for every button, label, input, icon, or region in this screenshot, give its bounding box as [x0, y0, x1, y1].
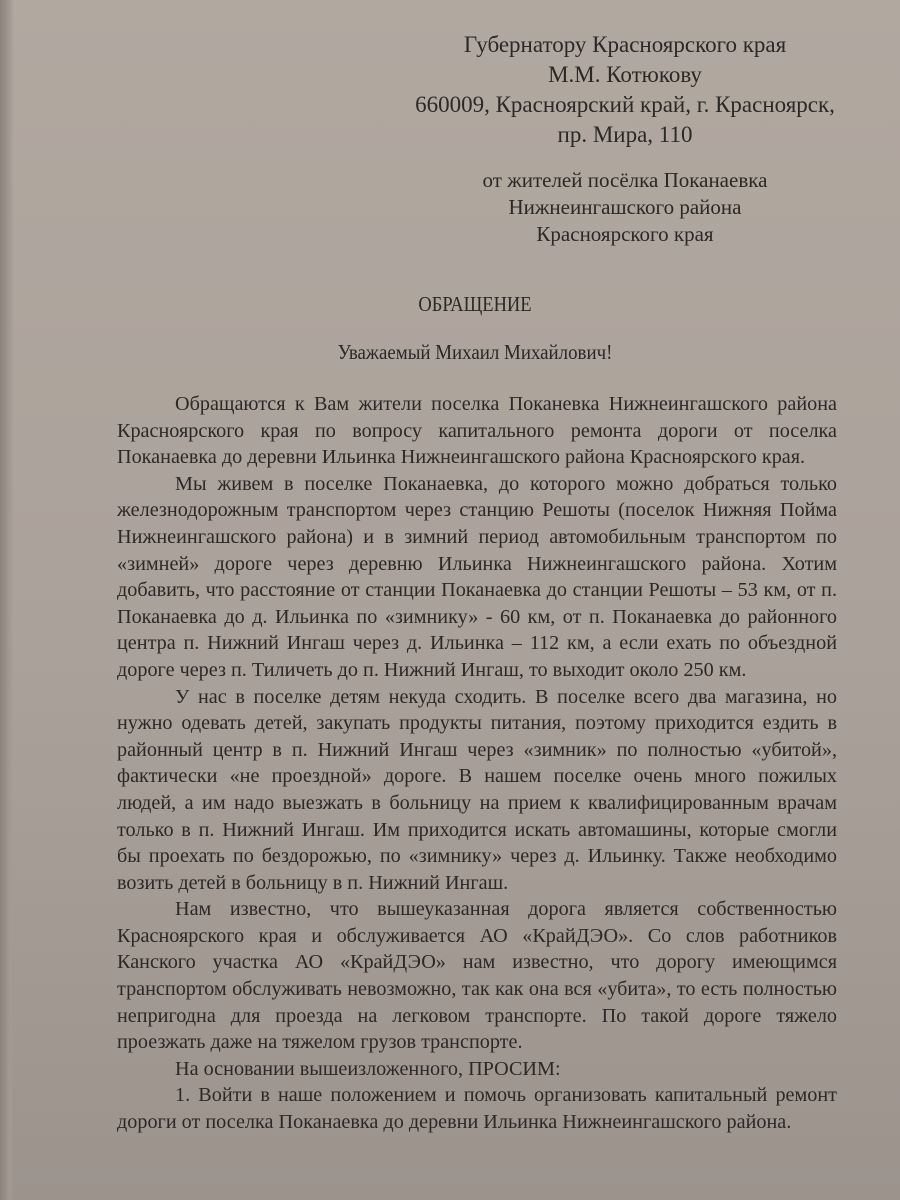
sender-block	[400, 167, 850, 248]
paragraph: Мы живем в поселке Поканаевка, до которого можно добраться только железнодорожным транспортом через станцию Решоты (поселок Нижняя Пойма Нижнеингашского района) и в зимний период автомобильным транспортом по «зимней» дороге через деревню Ильинка Нижнеингашского района. Хотим добавить, что расстояние от станции Поканаевка до станции Решоты – 53 км, от п. Поканаевка до д. Ильинка по «зимнику» - 60 км, от п. Поканаевка до районного центра п. Нижний Ингаш через д. Ильинка – 112 км, а если ехать по объездной дороге через п. Тиличеть до п. Нижний Ингаш, то выходит около 250 км.	[117, 472, 837, 681]
paragraph: Обращаются к Вам жители поселка Поканевка Нижнеингашского района Красноярского края по вопросу капитального ремонта дороги от поселка Поканаевка до деревни Ильинка Нижнеингашского района Красноярского края.	[117, 393, 837, 469]
salutation: Уважаемый Михаил Михайлович!	[337, 340, 613, 364]
addressee-line: Губернатору Красноярского края	[463, 32, 787, 57]
document-title: ОБРАЩЕНИЕ	[418, 292, 532, 316]
letter-body	[117, 391, 837, 1136]
paragraph: Нам известно, что вышеуказанная дорога является собственностью Красноярского края и обслуживается АО «КрайДЭО». Со слов работников Канского участка АО «КрайДЭО» нам известно, что дорогу имеющимся транспортом обслуживать невозможно, так как она вся «убита», то есть полностью непригодна для проезда на легковом транспорте. По такой дороге тяжело проезжать даже на тяжелом грузов транспорте.	[117, 898, 837, 1054]
sender-line: Красноярского края	[536, 222, 714, 246]
sender-line: Нижнеингашского района	[508, 195, 742, 219]
addressee-line: 660009, Красноярский край, г. Красноярск,	[415, 92, 835, 117]
request-item: 1. Войти в наше положением и помочь организовать капитальный ремонт дороги от поселка Поканаевка до деревни Ильинка Нижнеингашского района.	[117, 1084, 837, 1134]
addressee-line: М.М. Котюкову	[548, 62, 702, 87]
addressee-line: пр. Мира, 110	[557, 122, 693, 147]
addressee-block	[400, 30, 850, 150]
sender-line: от жителей посёлка Поканаевка	[482, 168, 768, 192]
paragraph: У нас в поселке детям некуда сходить. В поселке всего два магазина, но нужно одевать детей, закупать продукты питания, поэтому приходится ездить в районный центр в п. Нижний Ингаш через «зимник» по полностью «убитой», фактически «не проездной» дороге. В нашем поселке очень много пожилых людей, а им надо выезжать в больницу на прием к квалифицированным врачам только в п. Нижний Ингаш. Им приходится искать автомашины, которые смогли бы проехать по бездорожью, по «зимнику» через д. Ильинку. Также необходимо возить детей в больницу в п. Нижний Ингаш.	[117, 685, 837, 894]
request-intro: На основании вышеизложенного, ПРОСИМ:	[175, 1057, 561, 1080]
